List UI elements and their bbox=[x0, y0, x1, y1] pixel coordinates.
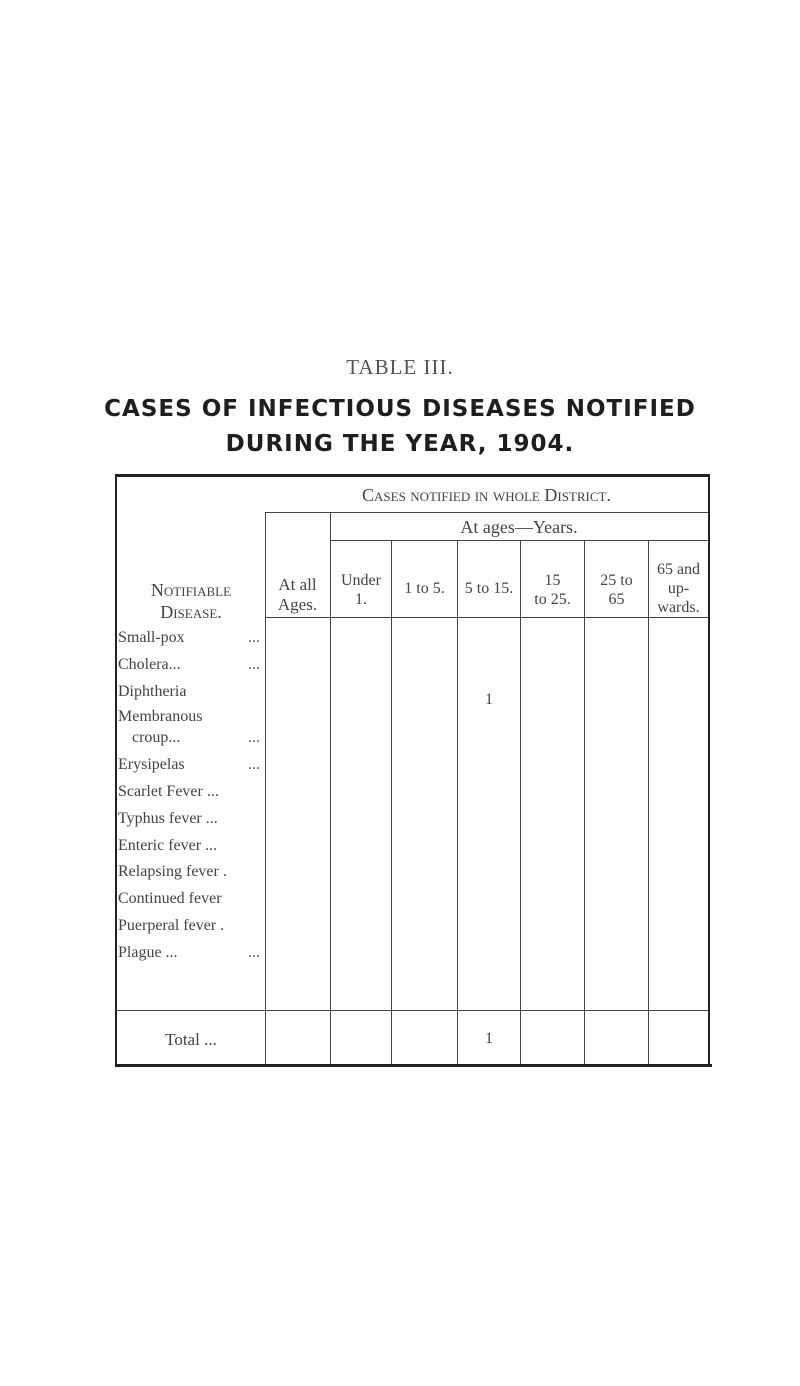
disease-header-line-2: Disease. bbox=[160, 602, 222, 622]
col-header-65up-line-1: 65 and bbox=[656, 561, 701, 578]
table-right-border bbox=[708, 474, 710, 1067]
table-row bbox=[118, 859, 264, 886]
col-header-25to65-line-1: 25 to bbox=[600, 572, 633, 589]
row-label: Diphtheria bbox=[118, 682, 187, 700]
col-divider-5to15 bbox=[520, 540, 521, 1064]
row-label: Typhus fever ... bbox=[118, 809, 218, 827]
table-row bbox=[118, 833, 264, 860]
row-label: Enteric fever ... bbox=[118, 836, 218, 854]
row-dots: ... bbox=[248, 729, 260, 747]
row-label: Plague ... bbox=[118, 943, 178, 961]
row-dots: ... bbox=[248, 756, 260, 774]
table-row bbox=[118, 940, 264, 967]
row-label: Puerperal fever . bbox=[118, 916, 225, 934]
all-ages-line-2: Ages. bbox=[277, 595, 318, 614]
col-header-25to65 bbox=[585, 571, 648, 609]
all-ages-header bbox=[265, 575, 330, 615]
disease-list bbox=[118, 625, 264, 967]
col-divider-15to25 bbox=[584, 540, 585, 1064]
table-row bbox=[118, 652, 264, 679]
table-row bbox=[118, 752, 264, 779]
heading-line-2: DURING THE YEAR, 1904. bbox=[225, 431, 575, 457]
age-header-rule bbox=[330, 540, 708, 541]
col-header-15to25 bbox=[521, 571, 584, 609]
col-header-15to25-line-2: to 25. bbox=[534, 591, 571, 608]
col-header-under1-line-1: Under bbox=[341, 572, 381, 589]
disease-header bbox=[117, 579, 265, 623]
group-header-rule bbox=[265, 512, 708, 513]
table-bottom-rule bbox=[116, 1064, 712, 1067]
col-header-under1-line-2: 1. bbox=[355, 591, 367, 608]
table-top-rule bbox=[116, 474, 710, 477]
col-header-5to15: 5 to 15. bbox=[464, 580, 514, 597]
table-row bbox=[118, 806, 264, 833]
col-divider-under1 bbox=[391, 540, 392, 1064]
group-header: Cases notified in whole District. bbox=[362, 485, 611, 505]
col-header-25to65-line-2: 65 bbox=[608, 591, 625, 608]
disease-header-line-1: Notifiable bbox=[150, 580, 232, 600]
table-row bbox=[118, 705, 264, 725]
cell-total-5to15: 1 bbox=[485, 1030, 493, 1047]
col-header-65up-line-2: up- bbox=[667, 580, 690, 597]
row-dots: ... bbox=[248, 629, 260, 646]
cell-diphtheria-5to15: 1 bbox=[485, 691, 493, 708]
heading-line-1: CASES OF INFECTIOUS DISEASES NOTIFIED bbox=[104, 396, 696, 422]
row-dots: ... bbox=[248, 943, 260, 961]
table-row bbox=[118, 913, 264, 940]
table-row bbox=[118, 779, 264, 806]
row-dots: ... bbox=[248, 655, 260, 673]
all-ages-line-1: At all bbox=[278, 575, 317, 594]
row-label: croup... bbox=[132, 729, 181, 747]
column-header-rule bbox=[265, 617, 708, 618]
row-label: Cholera... bbox=[118, 655, 181, 673]
total-label: Total ... bbox=[165, 1030, 217, 1049]
row-label: Membranous bbox=[118, 708, 203, 726]
table-row bbox=[118, 886, 264, 913]
table-title: TABLE III. bbox=[346, 355, 454, 379]
col-header-under1 bbox=[331, 571, 391, 609]
row-label: Continued fever bbox=[118, 890, 222, 908]
col-header-1to5: 1 to 5. bbox=[404, 580, 445, 597]
col-divider-25to65 bbox=[648, 540, 649, 1064]
row-label: Scarlet Fever ... bbox=[118, 782, 219, 800]
row-label: Erysipelas bbox=[118, 756, 185, 774]
total-rule bbox=[116, 1010, 708, 1011]
table-row bbox=[118, 725, 264, 752]
col-header-65up bbox=[649, 560, 708, 617]
col-divider-1to5 bbox=[457, 540, 458, 1064]
table-left-border bbox=[115, 474, 117, 1067]
table-row bbox=[118, 679, 264, 706]
table-row bbox=[118, 625, 264, 652]
col-header-65up-line-3: wards. bbox=[657, 599, 700, 616]
age-group-header: At ages—Years. bbox=[460, 517, 578, 537]
row-label: Small-pox bbox=[118, 629, 185, 646]
col-header-15to25-line-1: 15 bbox=[544, 572, 561, 589]
row-label: Relapsing fever . bbox=[118, 863, 227, 881]
